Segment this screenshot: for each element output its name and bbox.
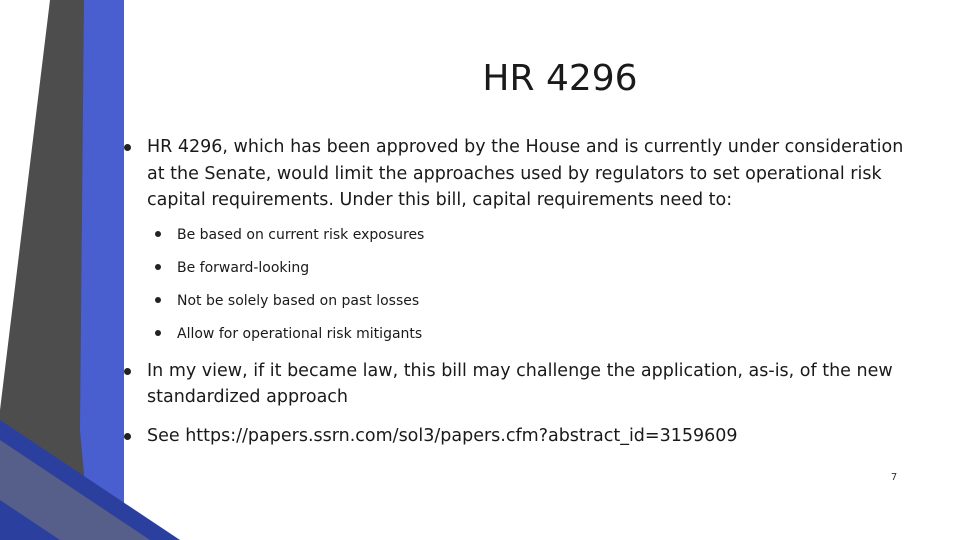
sub-bullet-item xyxy=(147,292,904,310)
bullet-item xyxy=(124,423,904,450)
sub-bullet-text: Allow for operational risk mitigants xyxy=(177,325,423,342)
sub-bullet-text: Be forward-looking xyxy=(177,259,310,276)
sub-bullet-item xyxy=(147,226,904,244)
bullet-link-text: See https://papers.ssrn.com/sol3/papers.cfm?abstract_id=3159609 xyxy=(147,425,738,446)
sub-bullet-text: Be based on current risk exposures xyxy=(177,226,425,243)
bullet-dot-icon xyxy=(124,144,131,151)
bullet-item xyxy=(124,134,904,343)
bullet-dot-icon xyxy=(124,433,131,440)
slide-title: HR 4296 xyxy=(482,58,638,99)
sub-bullet-dot-icon xyxy=(155,264,161,270)
sub-bullet-dot-icon xyxy=(155,330,161,336)
sub-bullet-text: Not be solely based on past losses xyxy=(177,292,420,309)
deco-blue-stripe xyxy=(80,0,124,540)
bullet-item xyxy=(124,358,904,411)
sub-bullet-list xyxy=(147,226,904,343)
sub-bullet-item xyxy=(147,259,904,277)
sub-bullet-dot-icon xyxy=(155,297,161,303)
sub-bullet-item xyxy=(147,325,904,343)
bullet-list xyxy=(124,134,904,449)
bullet-dot-icon xyxy=(124,368,131,375)
bullet-text: In my view, if it became law, this bill may challenge the application, as-is, of the new standardized approach xyxy=(147,360,893,407)
bullet-text: HR 4296, which has been approved by the House and is currently under consideration at the Senate, would limit the approaches used by regulators to set operational risk capital requirements. Under this bill, capital requirements need to: xyxy=(147,137,904,210)
page-number: 7 xyxy=(890,472,898,483)
sub-bullet-dot-icon xyxy=(155,231,161,237)
